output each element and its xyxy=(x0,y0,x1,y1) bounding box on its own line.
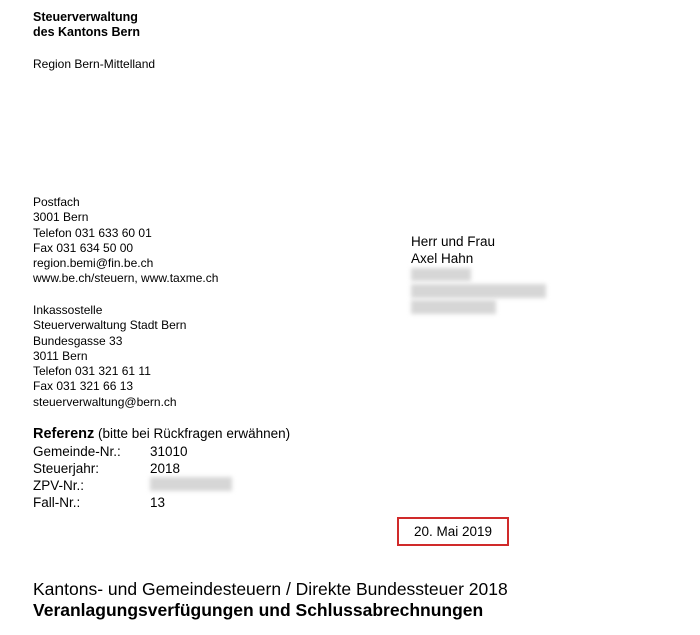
document-subtitle: Kantons- und Gemeindesteuern / Direkte Bundessteuer 2018 xyxy=(33,579,508,599)
collection-office-contact xyxy=(33,303,186,410)
reference-value: 13 xyxy=(150,495,166,510)
reference-label: Steuerjahr: xyxy=(33,461,100,476)
reference-row xyxy=(33,460,290,477)
collection-line: 3011 Bern xyxy=(33,348,88,363)
reference-label: ZPV-Nr.: xyxy=(33,478,85,493)
reference-block xyxy=(33,425,290,511)
office-line: Postfach xyxy=(33,195,80,209)
office-line: 3001 Bern xyxy=(33,210,89,225)
office-email: region.bemi@fin.be.ch xyxy=(33,256,154,271)
reference-row xyxy=(33,443,290,460)
reference-label: Fall-Nr.: xyxy=(33,495,81,510)
organization-line1: Steuerverwaltung xyxy=(33,10,138,24)
reference-value: 31010 xyxy=(150,444,188,459)
recipient-salutation: Herr und Frau xyxy=(411,234,496,249)
collection-phone: Telefon 031 321 61 11 xyxy=(33,364,151,379)
organization-name xyxy=(33,10,140,40)
office-website: www.be.ch/steuern, www.taxme.ch xyxy=(33,271,219,286)
reference-note: (bitte bei Rückfragen erwähnen) xyxy=(94,426,291,441)
reference-heading xyxy=(33,425,290,443)
redacted-address-line xyxy=(411,284,546,298)
collection-fax: Fax 031 321 66 13 xyxy=(33,379,134,394)
reference-label: Gemeinde-Nr.: xyxy=(33,444,121,459)
region-name: Region Bern-Mittelland xyxy=(33,57,156,71)
collection-line: Bundesgasse 33 xyxy=(33,333,123,348)
collection-email: steuerverwaltung@bern.ch xyxy=(33,394,177,409)
redacted-zpv-number xyxy=(150,477,232,491)
document-date: 20. Mai 2019 xyxy=(397,517,509,546)
redacted-address-line xyxy=(411,300,496,314)
redacted-address-line xyxy=(411,268,471,281)
reference-title: Referenz xyxy=(33,426,95,442)
organization-line2: des Kantons Bern xyxy=(33,25,140,39)
reference-value: 2018 xyxy=(150,461,181,476)
recipient-address xyxy=(411,233,495,267)
regional-office-contact xyxy=(33,195,218,287)
collection-line: Steuerverwaltung Stadt Bern xyxy=(33,318,187,333)
recipient-name: Axel Hahn xyxy=(411,251,474,266)
office-fax: Fax 031 634 50 00 xyxy=(33,240,134,255)
collection-line: Inkassostelle xyxy=(33,303,103,317)
document-title: Veranlagungsverfügungen und Schlussabrechnungen xyxy=(33,600,484,620)
reference-row xyxy=(33,494,290,511)
office-phone: Telefon 031 633 60 01 xyxy=(33,225,152,240)
